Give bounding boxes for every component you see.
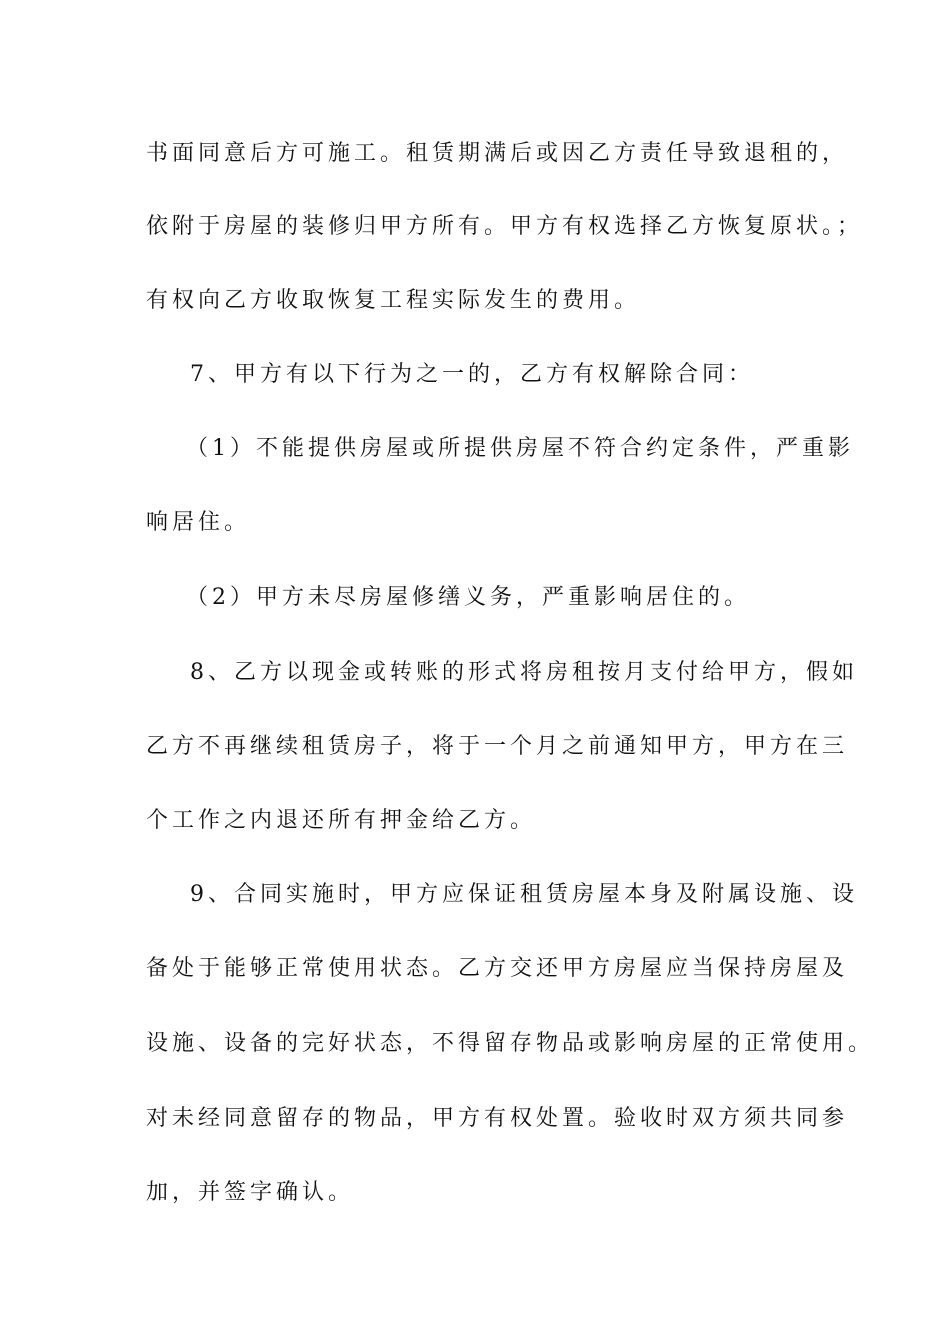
text-line: 9、合同实施时，甲方应保证租赁房屋本身及附属设施、设 — [190, 882, 858, 907]
text-line: （1）不能提供房屋或所提供房屋不符合约定条件，严重影 — [186, 436, 854, 461]
text-line: 个工作之内退还所有押金给乙方。 — [146, 808, 537, 833]
text-line: 书面同意后方可施工。租赁期满后或因乙方责任导致退租的， — [146, 141, 849, 166]
text-line: 备处于能够正常使用状态。乙方交还甲方房屋应当保持房屋及 — [146, 956, 849, 981]
text-line: 加，并签字确认。 — [146, 1180, 355, 1205]
text-line: 有权向乙方收取恢复工程实际发生的费用。 — [146, 288, 641, 313]
text-line: 响居住。 — [146, 510, 251, 535]
text-line: 7、甲方有以下行为之一的，乙方有权解除合同： — [190, 362, 754, 387]
text-line: 依附于房屋的装修归甲方所有。甲方有权选择乙方恢复原状。； — [146, 214, 864, 239]
text-line: 设施、设备的完好状态，不得留存物品或影响房屋的正常使用。 — [146, 1031, 875, 1056]
text-line: （2）甲方未尽房屋修缮义务，严重影响居住的。 — [186, 585, 750, 610]
text-line: 8、乙方以现金或转账的形式将房租按月支付给甲方，假如 — [190, 660, 858, 685]
text-line: 对未经同意留存的物品，甲方有权处置。验收时双方须共同参 — [146, 1106, 849, 1131]
text-line: 乙方不再继续租赁房子，将于一个月之前通知甲方，甲方在三 — [146, 734, 849, 759]
